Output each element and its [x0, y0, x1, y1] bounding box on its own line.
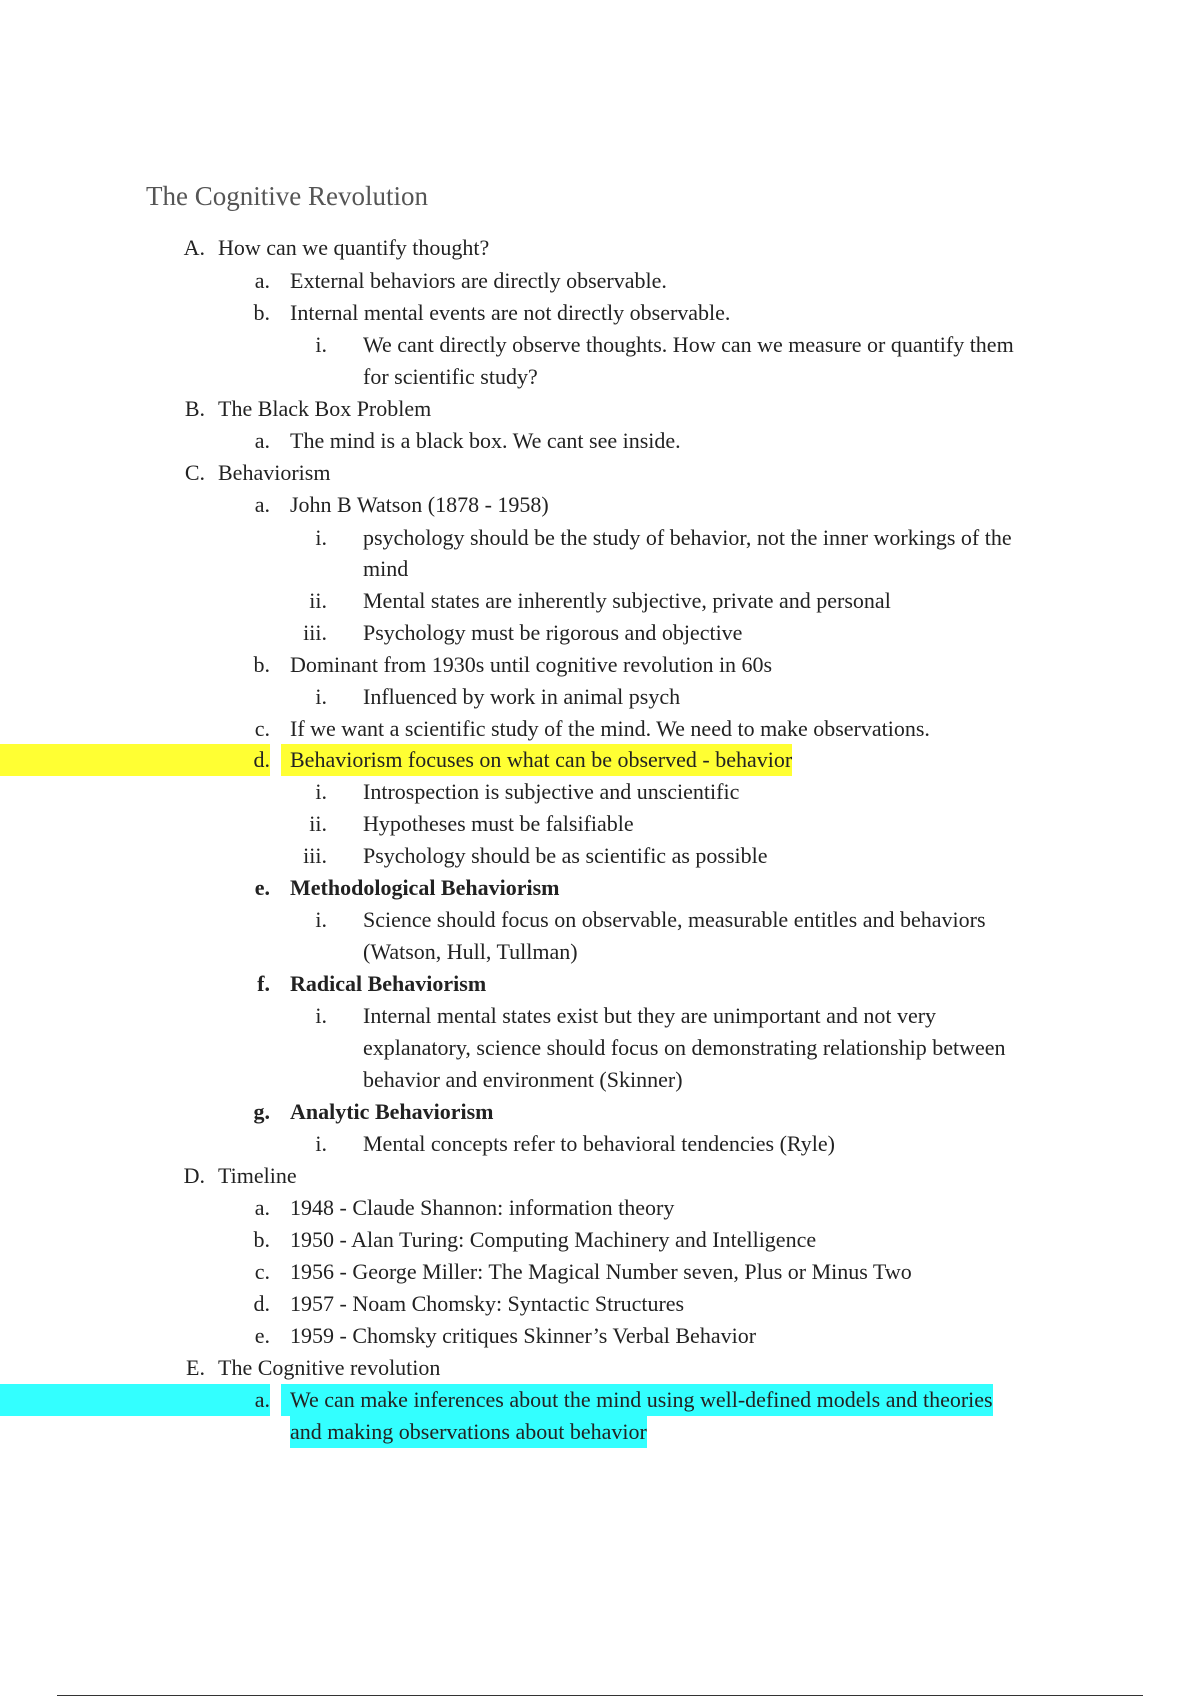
list-marker: i.	[315, 1131, 327, 1156]
outline-text: 1959 - Chomsky critiques Skinner’s Verbal Behavior	[290, 1323, 757, 1348]
outline-text: The Cognitive revolution	[218, 1355, 441, 1380]
list-marker: ii.	[309, 811, 327, 836]
list-marker: i.	[315, 332, 327, 357]
list-marker: A.	[183, 235, 205, 260]
outline-text: mind	[363, 556, 409, 581]
list-marker: iii.	[303, 843, 327, 868]
outline-text: Psychology should be as scientific as possible	[363, 843, 768, 868]
outline-text: for scientific study?	[363, 364, 538, 389]
outline-text: Hypotheses must be falsifiable	[363, 811, 634, 836]
outline-text: and making observations about behavior	[290, 1416, 647, 1448]
outline-text: How can we quantify thought?	[218, 235, 490, 260]
outline-text: Psychology must be rigorous and objective	[363, 620, 743, 645]
outline-text: Timeline	[218, 1163, 297, 1188]
outline-text: John B Watson (1878 - 1958)	[290, 492, 549, 517]
outline-text: Internal mental states exist but they are unimportant and not very	[363, 1003, 937, 1028]
list-marker: ii.	[309, 588, 327, 613]
list-marker: E.	[186, 1355, 205, 1380]
list-marker: i.	[315, 525, 327, 550]
list-marker: f.	[257, 971, 270, 996]
list-marker: a.	[254, 268, 270, 293]
outline-subheading: Analytic Behaviorism	[290, 1099, 494, 1124]
list-marker: d.	[0, 744, 270, 776]
outline-subheading: Methodological Behaviorism	[290, 875, 560, 900]
outline-text: Mental concepts refer to behavioral tendencies (Ryle)	[363, 1131, 835, 1156]
outline-text: 1948 - Claude Shannon: information theory	[290, 1195, 675, 1220]
list-marker: i.	[315, 684, 327, 709]
list-marker: a.	[254, 1195, 270, 1220]
list-marker: e.	[254, 875, 270, 900]
outline-text: 1957 - Noam Chomsky: Syntactic Structures	[290, 1291, 685, 1316]
list-marker: C.	[184, 460, 205, 485]
list-marker: b.	[253, 652, 270, 677]
outline-text: Dominant from 1930s until cognitive revolution in 60s	[290, 652, 773, 677]
document-title: The Cognitive Revolution	[146, 181, 428, 211]
outline-text: 1950 - Alan Turing: Computing Machinery and Intelligence	[290, 1227, 817, 1252]
outline-text: Influenced by work in animal psych	[363, 684, 681, 709]
outline-text: Introspection is subjective and unscientific	[363, 779, 740, 804]
outline-text: We cant directly observe thoughts. How can we measure or quantify them	[363, 332, 1014, 357]
outline-text: (Watson, Hull, Tullman)	[363, 939, 578, 964]
outline-text: Internal mental events are not directly observable.	[290, 300, 731, 325]
outline-text: We can make inferences about the mind using well-defined models and theories	[281, 1384, 993, 1416]
outline-text: Behaviorism focuses on what can be observed - behavior	[281, 744, 792, 776]
list-marker: e.	[254, 1323, 270, 1348]
outline-text: Science should focus on observable, measurable entitles and behaviors	[363, 907, 986, 932]
outline-text: The Black Box Problem	[218, 396, 432, 421]
outline-text: Mental states are inherently subjective, private and personal	[363, 588, 891, 613]
list-marker: d.	[253, 1291, 270, 1316]
outline-subheading: Radical Behaviorism	[290, 971, 487, 996]
outline-text: behavior and environment (Skinner)	[363, 1067, 683, 1092]
list-marker: c.	[254, 1259, 270, 1284]
page-bottom-rule	[57, 1695, 1143, 1696]
list-marker: g.	[253, 1099, 270, 1124]
list-marker: a.	[254, 492, 270, 517]
outline-text: explanatory, science should focus on demonstrating relationship between	[363, 1035, 1006, 1060]
list-marker: i.	[315, 907, 327, 932]
list-marker: i.	[315, 1003, 327, 1028]
outline-text: External behaviors are directly observable.	[290, 268, 667, 293]
outline-text: 1956 - George Miller: The Magical Number seven, Plus or Minus Two	[290, 1259, 912, 1284]
list-marker: b.	[253, 1227, 270, 1252]
outline-text: The mind is a black box. We cant see inside.	[290, 428, 681, 453]
list-marker: a.	[254, 428, 270, 453]
list-marker: D.	[183, 1163, 205, 1188]
list-marker: c.	[254, 716, 270, 741]
outline-text: Behaviorism	[218, 460, 331, 485]
list-marker: iii.	[303, 620, 327, 645]
list-marker: B.	[184, 396, 205, 421]
outline-text: psychology should be the study of behavior, not the inner workings of the	[363, 525, 1012, 550]
list-marker: i.	[315, 779, 327, 804]
list-marker: a.	[0, 1384, 270, 1416]
outline-text: If we want a scientific study of the mind. We need to make observations.	[290, 716, 930, 741]
list-marker: b.	[253, 300, 270, 325]
